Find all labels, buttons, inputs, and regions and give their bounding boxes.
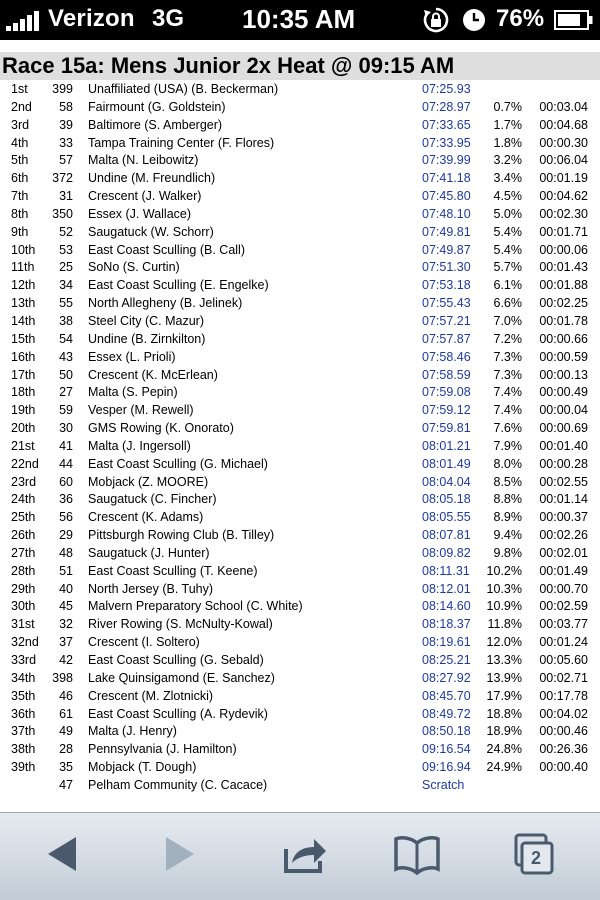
result-row — [0, 384, 600, 402]
time-cell: 08:14.60 — [422, 599, 471, 614]
crew-cell: Malvern Preparatory School (C. White) — [88, 599, 303, 614]
delta-time-cell: 00:01.24 — [539, 635, 588, 650]
back-icon[interactable] — [42, 829, 82, 879]
result-row — [0, 188, 600, 206]
delta-time-cell: 00:02.55 — [539, 474, 588, 489]
bow-number-cell: 399 — [52, 82, 73, 96]
result-row — [0, 598, 600, 616]
bow-number-cell: 40 — [59, 581, 73, 596]
result-row — [0, 367, 600, 385]
delta-time-cell: 00:06.04 — [539, 153, 588, 168]
delta-time-cell: 00:04.68 — [539, 117, 588, 132]
place-cell: 29th — [11, 581, 36, 596]
time-cell: 08:27.92 — [422, 670, 471, 685]
percent-back-cell: 7.0% — [493, 313, 522, 328]
time-cell: 08:50.18 — [422, 724, 471, 739]
bow-number-cell: 46 — [59, 688, 73, 703]
time-cell: 07:39.99 — [422, 153, 471, 168]
time-cell: 08:25.21 — [422, 653, 471, 667]
place-cell: 32nd — [11, 635, 39, 650]
bow-number-cell: 55 — [59, 296, 73, 311]
delta-time-cell: 00:00.04 — [539, 403, 588, 418]
bow-number-cell: 30 — [59, 421, 73, 436]
time-cell: 07:59.08 — [422, 385, 471, 400]
bow-number-cell: 52 — [59, 224, 73, 239]
delta-time-cell: 00:02.59 — [539, 599, 588, 614]
crew-cell: Unaffiliated (USA) (B. Beckerman) — [88, 82, 279, 96]
delta-time-cell: 00:00.13 — [539, 367, 588, 382]
bow-number-cell: 61 — [59, 706, 73, 721]
place-cell: 28th — [11, 563, 36, 578]
bow-number-cell: 37 — [59, 635, 73, 650]
bow-number-cell: 43 — [59, 349, 73, 364]
battery-icon — [554, 10, 594, 30]
result-row — [0, 545, 600, 563]
result-row — [0, 759, 600, 777]
place-cell: 36th — [11, 706, 36, 721]
result-row — [0, 99, 600, 117]
delta-time-cell: 00:02.25 — [539, 296, 588, 311]
delta-time-cell: 00:01.14 — [539, 492, 588, 507]
place-cell: 30th — [11, 599, 36, 614]
place-cell: 23rd — [11, 474, 37, 489]
bow-number-cell: 28 — [59, 742, 73, 757]
crew-cell: Crescent (K. Adams) — [88, 510, 204, 525]
percent-back-cell: 18.8% — [486, 706, 522, 721]
percent-back-cell: 5.7% — [493, 260, 522, 275]
time-cell: 07:59.12 — [422, 403, 471, 418]
place-cell: 26th — [11, 528, 36, 543]
time-cell: 07:57.21 — [422, 313, 471, 328]
delta-time-cell: 00:00.49 — [539, 385, 588, 400]
place-cell: 20th — [11, 421, 36, 436]
bow-number-cell: 35 — [59, 760, 73, 775]
delta-time-cell: 00:00.46 — [539, 724, 588, 739]
page-title: Race 15a: Mens Junior 2x Heat @ 09:15 AM — [0, 52, 600, 80]
percent-back-cell: 7.4% — [493, 385, 522, 400]
delta-time-cell: 00:00.28 — [539, 456, 588, 471]
time-cell: 07:53.18 — [422, 278, 471, 293]
signal-strength-icon — [6, 11, 44, 31]
percent-back-cell: 13.3% — [486, 653, 522, 667]
time-cell: 09:16.54 — [422, 742, 471, 757]
crew-cell: Saugatuck (J. Hunter) — [88, 545, 210, 560]
place-cell: 39th — [11, 760, 36, 775]
percent-back-cell: 7.3% — [493, 349, 522, 364]
result-row — [0, 456, 600, 474]
crew-cell: Essex (L. Prioli) — [88, 349, 176, 364]
result-row — [0, 491, 600, 509]
delta-time-cell: 00:17.78 — [539, 688, 588, 703]
result-row — [0, 777, 600, 795]
place-cell: 5th — [11, 153, 29, 168]
bow-number-cell: 57 — [59, 153, 73, 168]
crew-cell: East Coast Sculling (G. Michael) — [88, 456, 268, 471]
crew-cell: East Coast Sculling (G. Sebald) — [88, 653, 264, 667]
place-cell: 9th — [11, 224, 29, 239]
crew-cell: Undine (B. Zirnkilton) — [88, 331, 206, 346]
crew-cell: Malta (J. Ingersoll) — [88, 438, 191, 453]
status-time: 10:35 AM — [242, 4, 356, 34]
result-row — [0, 741, 600, 759]
result-row — [0, 224, 600, 242]
result-row — [0, 277, 600, 295]
result-row — [0, 688, 600, 706]
bow-number-cell: 60 — [59, 474, 73, 489]
result-row — [0, 652, 600, 670]
result-row — [0, 616, 600, 634]
delta-time-cell: 00:00.30 — [539, 135, 588, 150]
bow-number-cell: 31 — [59, 189, 73, 204]
delta-time-cell: 00:02.30 — [539, 206, 588, 221]
delta-time-cell: 00:03.77 — [539, 617, 588, 632]
carrier-name: Verizon — [48, 5, 135, 32]
time-cell: 09:16.94 — [422, 760, 471, 775]
result-row — [0, 152, 600, 170]
bow-number-cell: 39 — [59, 117, 73, 132]
crew-cell: North Jersey (B. Tuhy) — [88, 581, 214, 596]
bow-number-cell: 398 — [52, 670, 73, 685]
place-cell: 25th — [11, 510, 36, 525]
delta-time-cell: 00:03.04 — [539, 99, 588, 114]
percent-back-cell: 12.0% — [486, 635, 522, 650]
crew-cell: Vesper (M. Rewell) — [88, 403, 194, 418]
percent-back-cell: 4.5% — [493, 189, 522, 204]
crew-cell: Malta (S. Pepin) — [88, 385, 178, 400]
time-cell: 07:51.30 — [422, 260, 471, 275]
crew-cell: Pittsburgh Rowing Club (B. Tilley) — [88, 528, 275, 543]
percent-back-cell: 1.7% — [493, 117, 522, 132]
result-row — [0, 242, 600, 260]
percent-back-cell: 5.0% — [493, 206, 522, 221]
browser-toolbar — [0, 812, 600, 900]
place-cell: 7th — [11, 189, 29, 204]
percent-back-cell: 3.2% — [493, 153, 522, 168]
percent-back-cell: 3.4% — [493, 171, 522, 186]
time-cell: 08:05.55 — [422, 510, 471, 525]
percent-back-cell: 5.4% — [493, 224, 522, 239]
percent-back-cell: 5.4% — [493, 242, 522, 257]
time-cell: 08:45.70 — [422, 688, 471, 703]
crew-cell: SoNo (S. Curtin) — [88, 260, 180, 275]
delta-time-cell: 00:05.60 — [539, 653, 588, 667]
place-cell: 34th — [11, 670, 36, 685]
delta-time-cell: 00:00.06 — [539, 242, 588, 257]
result-row — [0, 117, 600, 135]
percent-back-cell: 9.8% — [493, 545, 522, 560]
percent-back-cell: 18.9% — [486, 724, 522, 739]
delta-time-cell: 00:01.78 — [539, 313, 588, 328]
crew-cell: Steel City (C. Mazur) — [88, 313, 204, 328]
result-row — [0, 170, 600, 188]
percent-back-cell: 11.8% — [487, 617, 522, 632]
battery-percentage: 76% — [496, 5, 545, 32]
result-row — [0, 527, 600, 545]
bow-number-cell: 44 — [59, 456, 73, 471]
place-cell: 8th — [11, 206, 29, 221]
time-cell: 07:45.80 — [422, 189, 471, 204]
result-row — [0, 670, 600, 688]
status-bar — [0, 0, 600, 40]
percent-back-cell: 8.8% — [493, 492, 522, 507]
tab-count: 2 — [531, 848, 542, 868]
delta-time-cell: 00:00.37 — [539, 510, 588, 525]
delta-time-cell: 00:01.49 — [539, 563, 588, 578]
result-row — [0, 634, 600, 652]
percent-back-cell: 7.3% — [493, 367, 522, 382]
delta-time-cell: 00:01.40 — [539, 438, 588, 453]
place-cell: 1st — [11, 82, 28, 96]
delta-time-cell: 00:02.01 — [539, 545, 588, 560]
time-cell: 08:11.31 — [422, 563, 470, 578]
bow-number-cell: 51 — [59, 563, 73, 578]
result-row — [0, 313, 600, 331]
percent-back-cell: 24.9% — [486, 760, 522, 775]
crew-cell: Crescent (M. Zlotnicki) — [88, 688, 214, 703]
percent-back-cell: 24.8% — [486, 742, 522, 757]
result-row — [0, 563, 600, 581]
network-type: 3G — [152, 5, 185, 32]
place-cell: 14th — [11, 313, 36, 328]
result-row — [0, 259, 600, 277]
time-cell: 08:01.49 — [422, 456, 471, 471]
place-cell: 12th — [11, 278, 36, 293]
bow-number-cell: 50 — [59, 367, 73, 382]
bow-number-cell: 372 — [52, 171, 73, 186]
result-row — [0, 135, 600, 153]
delta-time-cell: 00:02.26 — [539, 528, 588, 543]
time-cell: 08:18.37 — [422, 617, 471, 632]
crew-cell: GMS Rowing (K. Onorato) — [88, 421, 234, 436]
time-cell: 08:12.01 — [422, 581, 471, 596]
crew-cell: East Coast Sculling (E. Engelke) — [88, 278, 269, 293]
percent-back-cell: 7.9% — [493, 438, 522, 453]
percent-back-cell: 8.9% — [493, 510, 522, 525]
crew-cell: East Coast Sculling (B. Call) — [88, 242, 246, 257]
bow-number-cell: 47 — [59, 777, 73, 792]
time-cell: Scratch — [422, 777, 465, 792]
place-cell: 16th — [11, 349, 36, 364]
crew-cell: North Allegheny (B. Jelinek) — [88, 296, 243, 311]
result-row — [0, 349, 600, 367]
crew-cell: Malta (J. Henry) — [88, 724, 177, 739]
crew-cell: Undine (M. Freundlich) — [88, 171, 216, 186]
place-cell: 37th — [11, 724, 36, 739]
results-table — [0, 81, 600, 795]
result-row — [0, 723, 600, 741]
time-cell: 07:33.65 — [422, 117, 471, 132]
crew-cell: River Rowing (S. McNulty-Kowal) — [88, 617, 273, 632]
result-row — [0, 420, 600, 438]
place-cell: 2nd — [11, 99, 32, 114]
percent-back-cell: 8.5% — [493, 474, 522, 489]
place-cell: 21st — [11, 438, 35, 453]
crew-cell: Saugatuck (W. Schorr) — [88, 224, 214, 239]
time-cell: 08:01.21 — [422, 438, 471, 453]
bow-number-cell: 59 — [59, 403, 73, 418]
place-cell: 19th — [11, 403, 36, 418]
delta-time-cell: 00:26.36 — [539, 742, 588, 757]
bow-number-cell: 38 — [59, 313, 73, 328]
result-row — [0, 295, 600, 313]
crew-cell: Pelham Community (C. Cacace) — [88, 777, 268, 792]
place-cell: 24th — [11, 492, 36, 507]
percent-back-cell: 10.2% — [486, 563, 522, 578]
bow-number-cell: 49 — [59, 724, 73, 739]
bow-number-cell: 42 — [59, 653, 73, 667]
delta-time-cell: 00:01.88 — [539, 278, 588, 293]
crew-cell: Malta (N. Leibowitz) — [88, 153, 199, 168]
time-cell: 08:09.82 — [422, 545, 471, 560]
result-row — [0, 81, 600, 99]
bow-number-cell: 41 — [59, 438, 73, 453]
share-icon[interactable] — [280, 829, 330, 879]
delta-time-cell: 00:04.02 — [539, 706, 588, 721]
bow-number-cell: 48 — [59, 545, 73, 560]
crew-cell: East Coast Sculling (A. Rydevik) — [88, 706, 268, 721]
bow-number-cell: 27 — [59, 385, 73, 400]
result-row — [0, 706, 600, 724]
place-cell: 35th — [11, 688, 36, 703]
place-cell: 22nd — [11, 456, 39, 471]
place-cell: 31st — [11, 617, 35, 632]
place-cell: 3rd — [11, 117, 30, 132]
place-cell: 18th — [11, 385, 36, 400]
delta-time-cell: 00:00.59 — [539, 349, 588, 364]
percent-back-cell: 6.1% — [493, 278, 522, 293]
place-cell: 33rd — [11, 653, 37, 667]
place-cell: 10th — [11, 242, 36, 257]
forward-icon[interactable] — [160, 829, 200, 879]
crew-cell: Crescent (K. McErlean) — [88, 367, 218, 382]
bow-number-cell: 29 — [59, 528, 73, 543]
bookmarks-icon[interactable] — [392, 829, 442, 879]
crew-cell: Essex (J. Wallace) — [88, 206, 192, 221]
crew-cell: East Coast Sculling (T. Keene) — [88, 563, 258, 578]
crew-cell: Pennsylvania (J. Hamilton) — [88, 742, 237, 757]
time-cell: 07:49.87 — [422, 242, 471, 257]
time-cell: 07:57.87 — [422, 331, 471, 346]
percent-back-cell: 7.4% — [493, 403, 522, 418]
bow-number-cell: 33 — [59, 135, 73, 150]
time-cell: 07:55.43 — [422, 296, 471, 311]
percent-back-cell: 7.6% — [493, 421, 522, 436]
result-row — [0, 509, 600, 527]
place-cell: 4th — [11, 135, 29, 150]
place-cell: 17th — [11, 367, 36, 382]
time-cell: 07:33.95 — [422, 135, 471, 150]
time-cell: 07:41.18 — [422, 171, 471, 186]
bow-number-cell: 34 — [59, 278, 73, 293]
bow-number-cell: 58 — [59, 99, 73, 114]
delta-time-cell: 00:01.43 — [539, 260, 588, 275]
time-cell: 07:58.59 — [422, 367, 471, 382]
delta-time-cell: 00:01.19 — [539, 171, 588, 186]
bow-number-cell: 53 — [59, 242, 73, 257]
result-row — [0, 474, 600, 492]
delta-time-cell: 00:01.71 — [539, 224, 588, 239]
result-row — [0, 581, 600, 599]
crew-cell: Baltimore (S. Amberger) — [88, 117, 223, 132]
result-row — [0, 331, 600, 349]
bow-number-cell: 54 — [59, 331, 73, 346]
place-cell: 38th — [11, 742, 36, 757]
percent-back-cell: 0.7% — [493, 99, 522, 114]
bow-number-cell: 25 — [59, 260, 73, 275]
result-row — [0, 438, 600, 456]
percent-back-cell: 6.6% — [493, 296, 522, 311]
percent-back-cell: 8.0% — [493, 456, 522, 471]
percent-back-cell: 17.9% — [486, 688, 522, 703]
time-cell: 07:48.10 — [422, 206, 471, 221]
bow-number-cell: 350 — [52, 206, 73, 221]
delta-time-cell: 00:04.62 — [539, 189, 588, 204]
result-row — [0, 402, 600, 420]
time-cell: 08:04.04 — [422, 474, 471, 489]
crew-cell: Mobjack (T. Dough) — [88, 760, 197, 775]
percent-back-cell: 10.9% — [486, 599, 522, 614]
time-cell: 07:25.93 — [422, 82, 471, 96]
delta-time-cell: 00:00.66 — [539, 331, 588, 346]
percent-back-cell: 10.3% — [486, 581, 522, 596]
crew-cell: Lake Quinsigamond (E. Sanchez) — [88, 670, 275, 685]
crew-cell: Saugatuck (C. Fincher) — [88, 492, 217, 507]
place-cell: 27th — [11, 545, 36, 560]
delta-time-cell: 00:02.71 — [539, 670, 588, 685]
bow-number-cell: 45 — [59, 599, 73, 614]
delta-time-cell: 00:00.69 — [539, 421, 588, 436]
tabs-button[interactable] — [512, 829, 556, 879]
result-row — [0, 206, 600, 224]
rotation-lock-icon — [422, 6, 450, 34]
percent-back-cell: 13.9% — [486, 670, 522, 685]
crew-cell: Tampa Training Center (F. Flores) — [88, 135, 275, 150]
time-cell: 08:05.18 — [422, 492, 471, 507]
time-cell: 08:49.72 — [422, 706, 471, 721]
time-cell: 07:28.97 — [422, 99, 471, 114]
bow-number-cell: 56 — [59, 510, 73, 525]
time-cell: 08:19.61 — [422, 635, 471, 650]
delta-time-cell: 00:00.40 — [539, 760, 588, 775]
delta-time-cell: 00:00.70 — [539, 581, 588, 596]
alarm-clock-icon — [462, 8, 486, 32]
place-cell: 11th — [11, 260, 35, 275]
time-cell: 07:59.81 — [422, 421, 471, 436]
percent-back-cell: 1.8% — [493, 135, 522, 150]
crew-cell: Mobjack (Z. MOORE) — [88, 474, 209, 489]
bow-number-cell: 36 — [59, 492, 73, 507]
percent-back-cell: 7.2% — [493, 331, 522, 346]
time-cell: 08:07.81 — [422, 528, 471, 543]
bow-number-cell: 32 — [59, 617, 73, 632]
place-cell: 15th — [11, 331, 36, 346]
place-cell: 6th — [11, 171, 29, 186]
crew-cell: Fairmount (G. Goldstein) — [88, 99, 226, 114]
time-cell: 07:49.81 — [422, 224, 471, 239]
time-cell: 07:58.46 — [422, 349, 471, 364]
crew-cell: Crescent (I. Soltero) — [88, 635, 200, 650]
crew-cell: Crescent (J. Walker) — [88, 189, 202, 204]
place-cell: 13th — [11, 296, 36, 311]
percent-back-cell: 9.4% — [493, 528, 522, 543]
